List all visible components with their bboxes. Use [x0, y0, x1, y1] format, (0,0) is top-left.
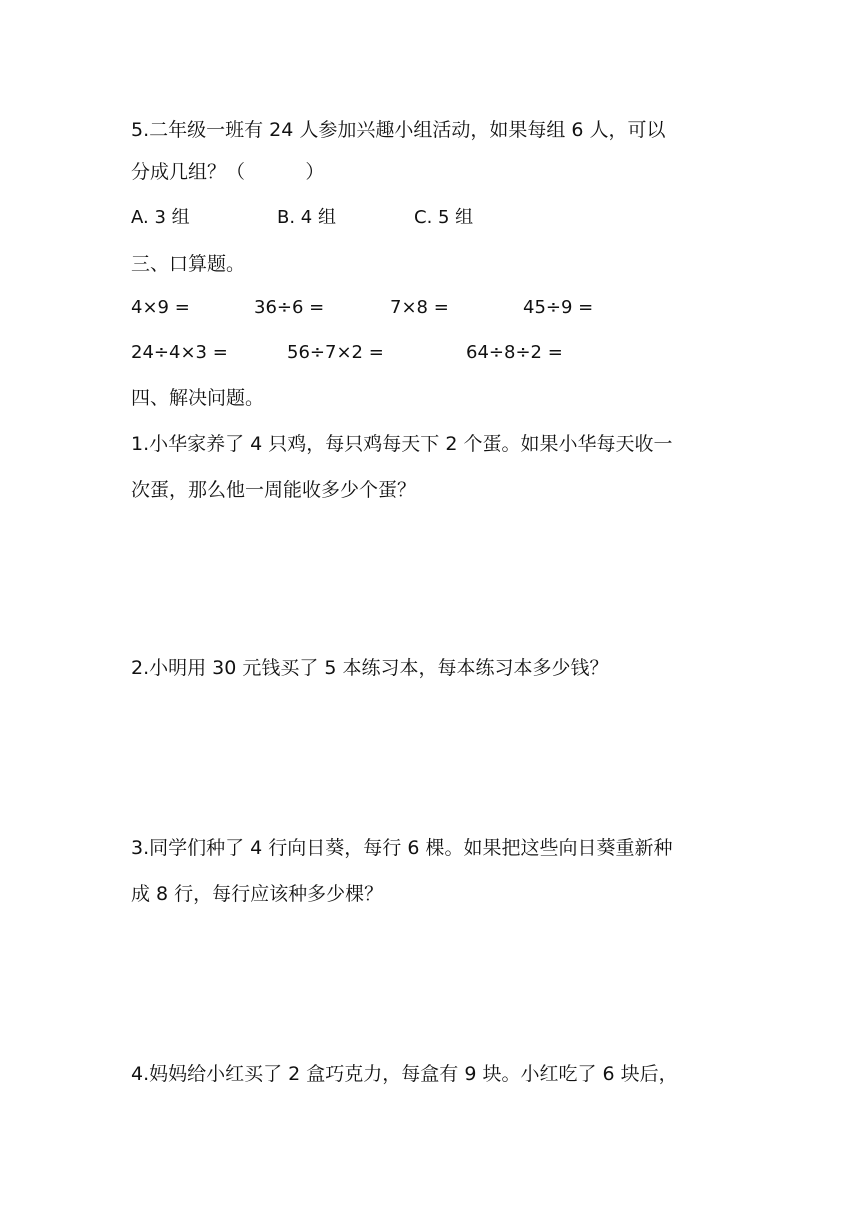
section4-heading: 四、解决问题。	[131, 387, 265, 409]
calc-item: 56÷7×2 =	[287, 342, 384, 363]
q5-text-line2: 分成几组？（ ）	[131, 161, 325, 183]
calc-item: 4×9 =	[131, 297, 190, 318]
q5-text-line1: 5.二年级一班有 24 人参加兴趣小组活动，如果每组 6 人，可以	[131, 119, 666, 141]
section3-heading: 三、口算题。	[131, 253, 246, 275]
calc-item: 36÷6 =	[254, 297, 325, 318]
problem3-line1: 3.同学们种了 4 行向日葵，每行 6 棵。如果把这些向日葵重新种	[131, 837, 673, 859]
q5-option-a: A. 3 组	[131, 207, 190, 228]
q5-option-c: C. 5 组	[414, 207, 474, 228]
problem4-line1: 4.妈妈给小红买了 2 盒巧克力，每盒有 9 块。小红吃了 6 块后，	[131, 1063, 678, 1085]
calc-item: 7×8 =	[390, 297, 449, 318]
problem2-line1: 2.小明用 30 元钱买了 5 本练习本，每本练习本多少钱？	[131, 657, 609, 679]
q5-option-b: B. 4 组	[277, 207, 336, 228]
calc-item: 24÷4×3 =	[131, 342, 228, 363]
calc-item: 45÷9 =	[523, 297, 594, 318]
problem1-line1: 1.小华家养了 4 只鸡，每只鸡每天下 2 个蛋。如果小华每天收一	[131, 433, 673, 455]
calc-item: 64÷8÷2 =	[466, 342, 563, 363]
problem1-line2: 次蛋，那么他一周能收多少个蛋？	[131, 479, 417, 501]
problem3-line2: 成 8 行，每行应该种多少棵？	[131, 883, 384, 905]
